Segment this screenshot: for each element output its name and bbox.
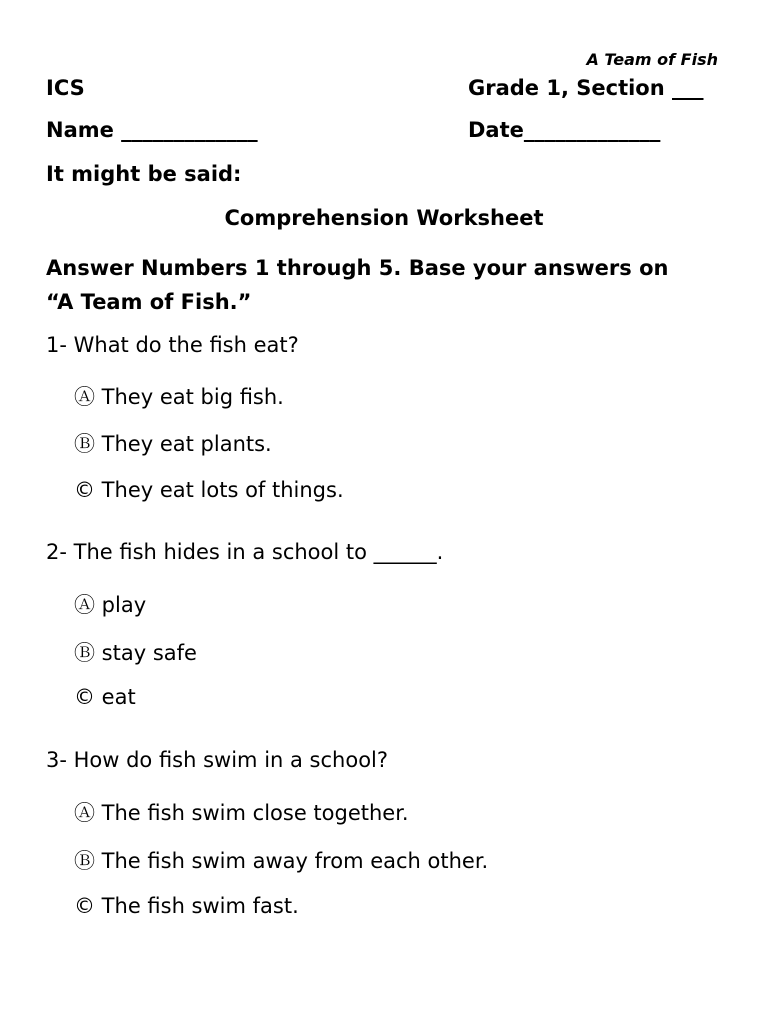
- date-field: Date_____________: [468, 118, 661, 142]
- question-3-option-c: © The fish swim fast.: [74, 894, 299, 918]
- question-1: 1- What do the fish eat?: [46, 333, 299, 357]
- grade-section-field: Grade 1, Section ___: [468, 76, 704, 100]
- question-3: 3- How do fish swim in a school?: [46, 748, 389, 772]
- question-3-option-b: Ⓑ The fish swim away from each other.: [74, 849, 489, 873]
- running-title: A Team of Fish: [586, 50, 718, 69]
- question-1-option-c: © They eat lots of things.: [74, 478, 344, 502]
- question-3-option-a: Ⓐ The fish swim close together.: [74, 801, 409, 825]
- question-2: 2- The fish hides in a school to ______.: [46, 540, 444, 564]
- school-name: ICS: [46, 76, 85, 100]
- prompt-line: It might be said:: [46, 162, 242, 186]
- question-2-option-c: © eat: [74, 685, 136, 709]
- instructions: Answer Numbers 1 through 5. Base your answers on “A Team of Fish.”: [46, 256, 669, 314]
- question-2-option-b: Ⓑ stay safe: [74, 641, 197, 665]
- question-1-option-a: Ⓐ They eat big fish.: [74, 385, 284, 409]
- name-field: Name _____________: [46, 118, 258, 142]
- question-2-option-a: Ⓐ play: [74, 593, 147, 617]
- worksheet-title: Comprehension Worksheet: [224, 206, 544, 230]
- question-1-option-b: Ⓑ They eat plants.: [74, 432, 272, 456]
